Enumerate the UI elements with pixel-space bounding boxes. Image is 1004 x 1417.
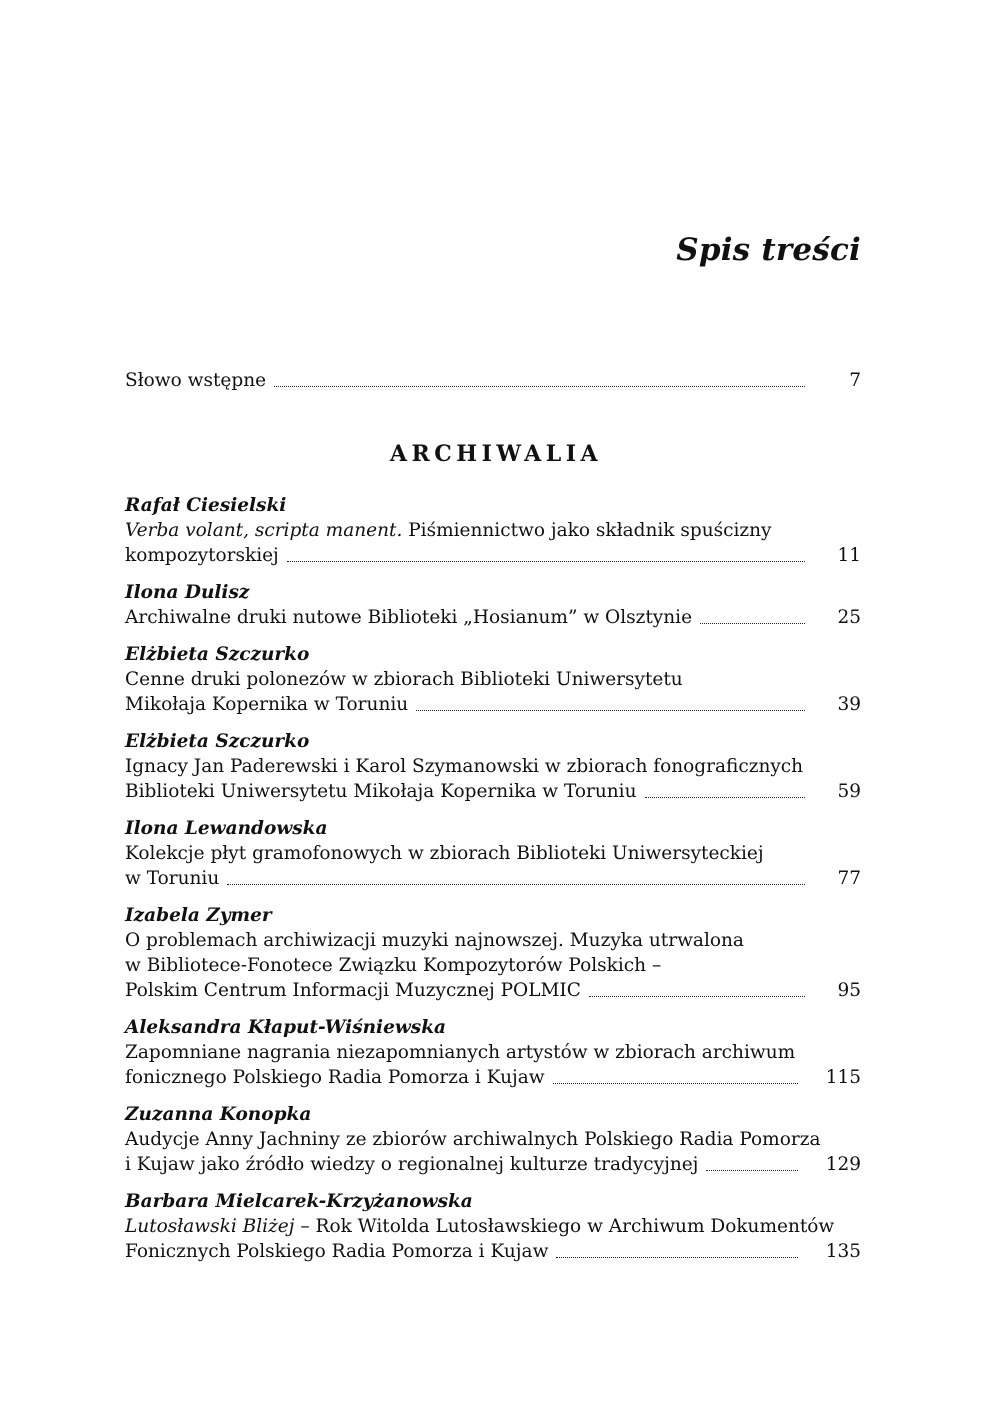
entry-title-last-line: kompozytorskiej <box>125 545 279 566</box>
entry-title-line: Kolekcje płyt gramofonowych w zbiorach Biblioteki Uniwersyteckiej <box>125 843 764 864</box>
page-number: 25 <box>837 607 861 628</box>
dot-leader <box>287 561 805 562</box>
entry-title-last-line: Fonicznych Polskiego Radia Pomorza i Kujaw <box>125 1241 549 1262</box>
entry-title-line <box>125 1214 861 1239</box>
section-heading: ARCHIWALIA <box>389 441 603 467</box>
dot-leader <box>227 884 805 885</box>
page-number: 115 <box>825 1067 861 1088</box>
entry-title-last-line: i Kujaw jako źródło wiedzy o regionalnej kulturze tradycyjnej <box>125 1154 699 1175</box>
entry-title-text: Piśmiennictwo jako składnik spuścizny <box>402 520 772 541</box>
page-number: 59 <box>837 781 861 802</box>
entry-title-line <box>125 518 861 543</box>
entry-title-last-line: Biblioteki Uniwersytetu Mikołaja Kopernika w Toruniu <box>125 781 637 802</box>
entry-title-line: Zapomniane nagrania niezapomnianych artystów w zbiorach archiwum <box>125 1042 796 1063</box>
entry-last-row <box>125 779 861 804</box>
entry-title-line: Cenne druki polonezów w zbiorach Biblioteki Uniwersytetu <box>125 669 683 690</box>
entry-author: Izabela Zymer <box>125 905 272 926</box>
toc-entry[interactable] <box>125 493 861 568</box>
entry-title-line: O problemach archiwizacji muzyki najnowszej. Muzyka utrwalona <box>125 930 744 951</box>
entry-last-row <box>125 605 861 630</box>
page-number: 77 <box>837 868 861 889</box>
dot-leader <box>589 996 805 997</box>
dot-leader <box>274 386 805 387</box>
table-of-contents <box>125 368 861 1276</box>
toc-entry[interactable] <box>125 816 861 891</box>
page-number: 129 <box>825 1154 861 1175</box>
toc-entry[interactable] <box>125 1102 861 1177</box>
toc-entry[interactable] <box>125 642 861 717</box>
entry-last-row <box>125 866 861 891</box>
page-number: 11 <box>837 545 861 566</box>
entry-author: Elżbieta Szczurko <box>125 731 310 752</box>
page-number: 7 <box>849 370 861 391</box>
dot-leader <box>553 1083 798 1084</box>
entry-title-last-line: Archiwalne druki nutowe Biblioteki „Hosianum” w Olsztynie <box>125 607 693 628</box>
entry-title-last-line: w Toruniu <box>125 868 220 889</box>
entry-author: Elżbieta Szczurko <box>125 644 310 665</box>
toc-entry[interactable] <box>125 1189 861 1264</box>
entry-author: Rafał Ciesielski <box>125 495 287 516</box>
entry-title-text: – Rok Witolda Lutosławskiego w Archiwum Dokumentów <box>294 1216 835 1237</box>
page-title: Spis treści <box>676 232 861 268</box>
toc-entry[interactable] <box>125 903 861 1003</box>
entry-author: Ilona Lewandowska <box>125 818 328 839</box>
entry-title-line: Audycje Anny Jachniny ze zbiorów archiwalnych Polskiego Radia Pomorza <box>125 1129 821 1150</box>
entry-title-italic: Verba volant, scripta manent. <box>125 520 403 541</box>
entry-last-row <box>125 1152 861 1177</box>
dot-leader <box>416 710 805 711</box>
entry-author: Zuzanna Konopka <box>125 1104 312 1125</box>
toc-entry[interactable] <box>125 580 861 630</box>
dot-leader <box>706 1170 797 1171</box>
entry-last-row <box>125 692 861 717</box>
dot-leader <box>645 797 805 798</box>
entry-last-row <box>125 1065 861 1090</box>
preface-label: Słowo wstępne <box>125 370 267 391</box>
dot-leader <box>700 623 805 624</box>
dot-leader <box>556 1257 797 1258</box>
entry-author: Aleksandra Kłaput-Wiśniewska <box>125 1017 447 1038</box>
toc-entry[interactable] <box>125 729 861 804</box>
entry-title-last-line: Mikołaja Kopernika w Toruniu <box>125 694 409 715</box>
entry-last-row <box>125 543 861 568</box>
page-number: 135 <box>825 1241 861 1262</box>
page-number: 39 <box>837 694 861 715</box>
entry-title-italic: Lutosławski Bliżej <box>125 1216 295 1237</box>
entry-last-row <box>125 978 861 1003</box>
entry-title-line: w Bibliotece-Fonotece Związku Kompozytorów Polskich – <box>125 955 662 976</box>
entry-author: Barbara Mielcarek-Krzyżanowska <box>125 1191 473 1212</box>
entry-title-line: Ignacy Jan Paderewski i Karol Szymanowski w zbiorach fonograficznych <box>125 756 804 777</box>
toc-preface-row[interactable] <box>125 368 861 393</box>
entry-title-last-line: Polskim Centrum Informacji Muzycznej POLMIC <box>125 980 581 1001</box>
entry-last-row <box>125 1239 861 1264</box>
page-number: 95 <box>837 980 861 1001</box>
entry-author: Ilona Dulisz <box>125 582 250 603</box>
toc-entry[interactable] <box>125 1015 861 1090</box>
entry-title-last-line: fonicznego Polskiego Radia Pomorza i Kujaw <box>125 1067 545 1088</box>
